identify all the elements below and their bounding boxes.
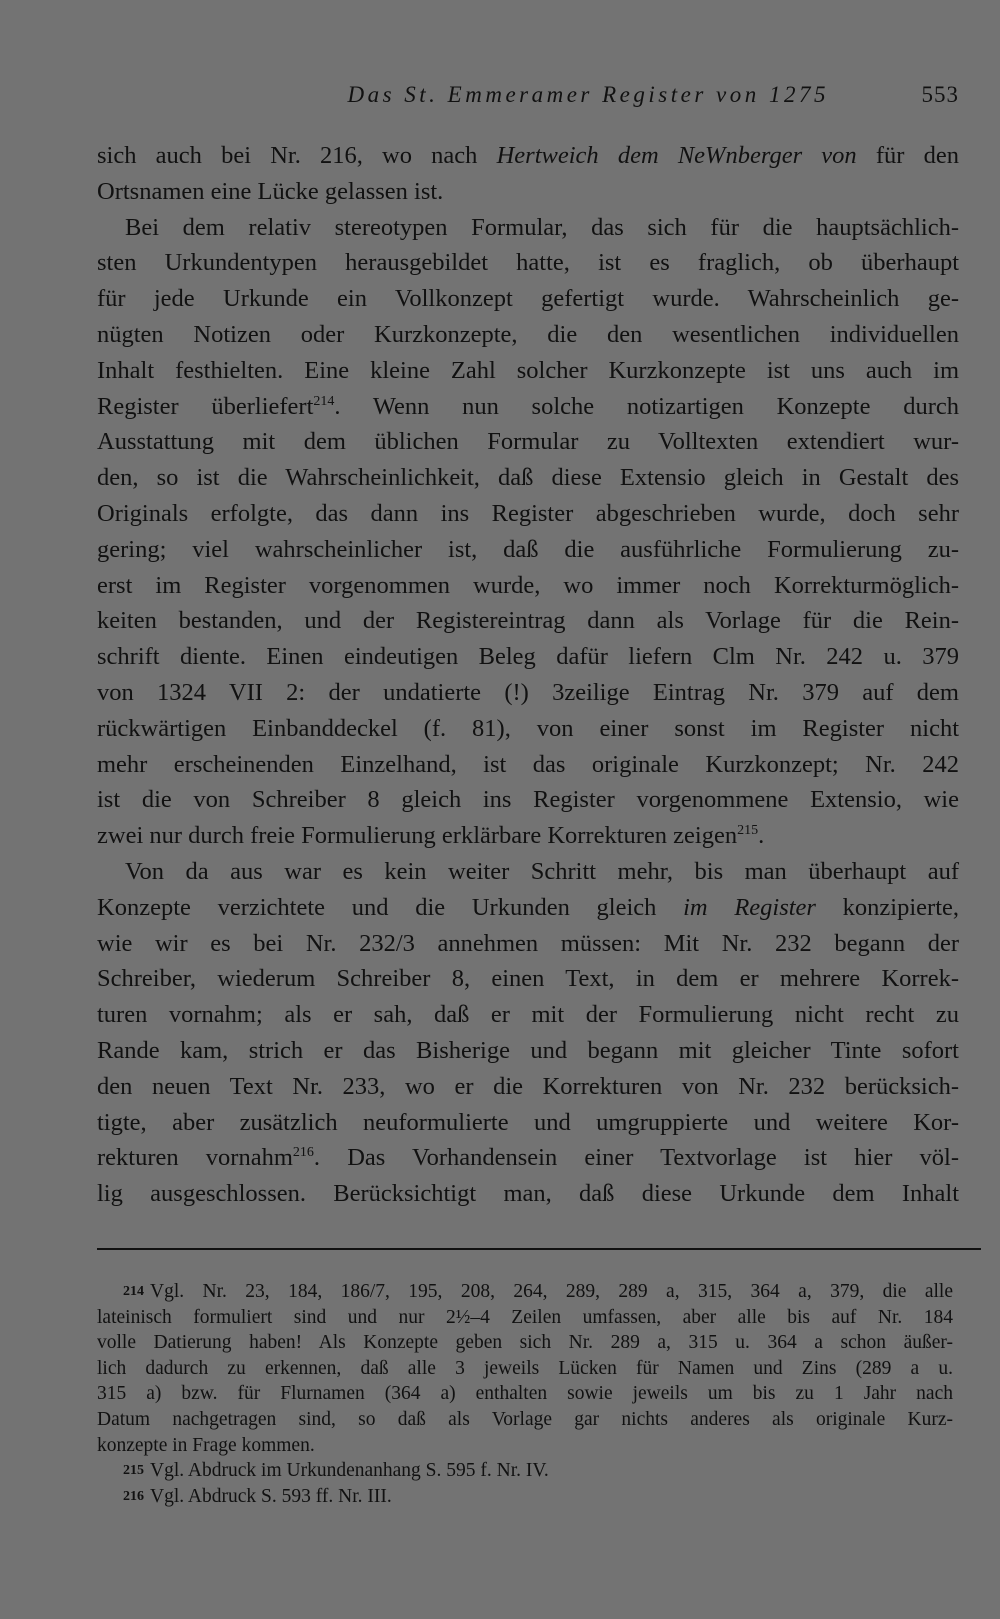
text-line: von 1324 VII 2: der undatierte (!) 3zeilige Eintrag Nr. 379 auf dem xyxy=(97,678,959,706)
text-line xyxy=(97,890,959,926)
footnote-number: 215 xyxy=(123,1463,144,1479)
text-line: turen vornahm; als er sah, daß er mit der Formulierung nicht recht zu xyxy=(97,1001,959,1029)
text-line: ist die von Schreiber 8 gleich ins Register vorgenommene Extensio, wie xyxy=(97,786,959,814)
text-line: Ausstattung mit dem üblichen Formular zu Volltexten extendiert wur- xyxy=(97,428,959,456)
text-line: sten Urkundentypen herausgebildet hatte, ist es fraglich, ob überhaupt xyxy=(97,249,959,277)
footnote-text: Vgl. Abdruck im Urkundenanhang S. 595 f. Nr. IV. xyxy=(150,1460,549,1482)
text-run: zwei nur durch freie Formulierung erklärbare Korrekturen zeigen xyxy=(97,822,738,850)
text-line: rückwärtigen Einbanddeckel (f. 81), von einer sonst im Register nicht xyxy=(97,714,959,742)
text-run: für den xyxy=(856,142,959,169)
text-run: konzipierte, xyxy=(815,893,960,921)
footnote-line: lateinisch formuliert sind und nur 2½–4 Zeilen umfassen, aber alle bis auf Nr. 184 xyxy=(97,1306,953,1328)
text-line: den neuen Text Nr. 233, wo er die Korrekturen von Nr. 232 berücksich- xyxy=(97,1072,959,1100)
text-line xyxy=(97,818,959,854)
text-run: rekturen vornahm xyxy=(97,1144,293,1172)
running-header xyxy=(97,80,959,116)
text-line: Von da aus war es kein weiter Schritt mehr, bis man überhaupt auf xyxy=(125,857,959,885)
footnotes xyxy=(97,1279,953,1509)
page-number: 553 xyxy=(921,82,959,107)
italic-phrase: im Register xyxy=(683,893,816,921)
text-line: Originals erfolgte, das dann ins Register abgeschrieben wurde, doch sehr xyxy=(97,499,959,527)
text-line: keiten bestanden, und der Registereintrag dann als Vorlage für die Rein- xyxy=(97,607,959,635)
footnote-text: Vgl. Abdruck S. 593 ff. Nr. III. xyxy=(150,1485,392,1507)
footnote-line: konzepte in Frage kommen. xyxy=(97,1434,315,1456)
footnote-line xyxy=(97,1458,953,1484)
text-line xyxy=(97,138,959,174)
text-run: Register überliefert xyxy=(97,392,314,420)
footnote-ref: 216 xyxy=(292,1145,314,1161)
italic-name: Hertweich dem NeWnberger von xyxy=(496,142,857,169)
text-run: . xyxy=(758,822,765,850)
running-title: Das St. Emmeramer Register von 1275 xyxy=(347,82,829,107)
body-text xyxy=(97,138,959,1212)
text-line xyxy=(97,1140,959,1176)
text-line: Rande kam, strich er das Bisherige und begann mit gleicher Tinte sofort xyxy=(97,1036,959,1064)
text-line: Ortsnamen eine Lücke gelassen ist. xyxy=(97,177,444,205)
text-line: für jede Urkunde ein Vollkonzept gefertigt wurde. Wahrscheinlich ge- xyxy=(97,285,959,313)
text-run: Konzepte verzichtete und die Urkunden gleich xyxy=(97,893,684,921)
footnote-divider xyxy=(97,1248,981,1250)
footnote-text: Vgl. Nr. 23, 184, 186/7, 195, 208, 264, 289, 289 a, 315, 364 a, 379, die alle xyxy=(150,1281,953,1302)
footnote-line xyxy=(97,1279,953,1305)
footnote-line: lich dadurch zu erkennen, daß alle 3 jeweils Lücken für Namen und Zins (289 a u. xyxy=(97,1357,953,1379)
text-line: wie wir es bei Nr. 232/3 annehmen müssen: Mit Nr. 232 begann der xyxy=(97,929,959,957)
footnote-line: 315 a) bzw. für Flurnamen (364 a) enthalten sowie jeweils um bis zu 1 Jahr nach xyxy=(97,1383,953,1405)
text-line: schrift diente. Einen eindeutigen Beleg dafür liefern Clm Nr. 242 u. 379 xyxy=(97,643,959,671)
footnote-line: volle Datierung haben! Als Konzepte geben sich Nr. 289 a, 315 u. 364 a schon äußer- xyxy=(97,1332,953,1354)
footnote-ref: 214 xyxy=(313,393,335,409)
text-run: . Das Vorhandensein einer Textvorlage ist hier völ- xyxy=(313,1144,959,1172)
text-line: lig ausgeschlossen. Berücksichtigt man, daß diese Urkunde dem Inhalt xyxy=(97,1180,959,1208)
text-run: sich auch bei Nr. 216, wo nach xyxy=(97,142,497,169)
text-line: erst im Register vorgenommen wurde, wo immer noch Korrekturmöglich- xyxy=(97,571,959,599)
text-line: nügten Notizen oder Kurzkonzepte, die den wesentlichen individuellen xyxy=(97,320,959,348)
footnote-line: Datum nachgetragen sind, so daß als Vorlage gar nichts anderes als originale Kurz- xyxy=(97,1408,953,1430)
text-line: gering; viel wahrscheinlicher ist, daß die ausführliche Formulierung zu- xyxy=(97,535,959,563)
text-line xyxy=(97,389,959,425)
text-line: Bei dem relativ stereotypen Formular, das sich für die hauptsächlich- xyxy=(125,213,959,241)
footnote-ref: 215 xyxy=(737,823,759,839)
text-line: tigte, aber zusätzlich neuformulierte und umgruppierte und weitere Kor- xyxy=(97,1108,959,1136)
text-run: . Wenn nun solche notizartigen Konzepte durch xyxy=(334,392,959,420)
text-line: Inhalt festhielten. Eine kleine Zahl solcher Kurzkonzepte ist uns auch im xyxy=(97,356,959,384)
text-line: den, so ist die Wahrscheinlichkeit, daß diese Extensio gleich in Gestalt des xyxy=(97,464,959,492)
footnote-number: 214 xyxy=(123,1284,144,1299)
text-line: mehr erscheinenden Einzelhand, ist das originale Kurzkonzept; Nr. 242 xyxy=(97,750,959,778)
footnote-line xyxy=(97,1484,953,1510)
footnote-number: 216 xyxy=(123,1488,144,1504)
text-line: Schreiber, wiederum Schreiber 8, einen Text, in dem er mehrere Korrek- xyxy=(97,965,959,993)
